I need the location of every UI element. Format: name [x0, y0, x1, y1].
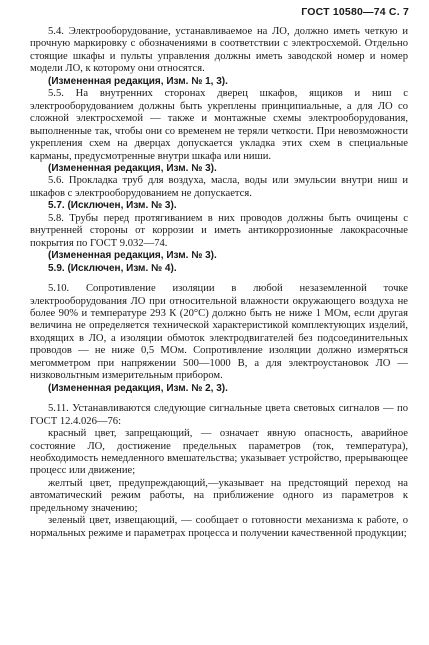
paragraph-gap	[30, 395, 408, 403]
paragraph: 5.11. Устанавливаются следующие сигнальные цвета световых сигналов — по ГОСТ 12.4.026—76:	[30, 403, 408, 427]
paragraph: 5.4. Электрооборудование, устанавливаемое на ЛО, должно иметь четкую и прочную маркировку с обозначениями в соответствии с электросхемой. Отдельно стоящие шкафы и пульты управления должны иметь заводской номер и номер модели ЛО, к которому они относятся.	[30, 26, 408, 75]
amendment-note: 5.7. (Исключен, Изм. № 3).	[48, 200, 177, 212]
paragraph: 5.10. Сопротивление изоляции в любой незаземленной точке электрооборудования ЛО при относительной влажности окружающего воздуха не более 90% и температуре 293 К (20°С) должно быть не ниже 1 МОм, если другая величина не определяется технической характеристикой комплектующих изделий, входящих в ЛО, а изоляции обмоток электродвигателей без подсоединительных проводов — не ниже 0,5 МОм. Сопротивление изоляции должно измеряться мегомметром при напряжении 500—1000 В, а для электроустановок ЛО — низковольтным измерительным прибором.	[30, 283, 408, 382]
page-header: ГОСТ 10580—74 С. 7	[301, 6, 409, 18]
paragraph-gap	[30, 275, 408, 283]
amendment-note: (Измененная редакция, Изм. № 3).	[48, 250, 217, 262]
paragraph: 5.8. Трубы перед протягиванием в них проводов должны быть очищены с внутренней стороны от коррозии и иметь антикоррозионные лакокрасочные покрытия по ГОСТ 9.032—74.	[30, 212, 408, 249]
amendment-note: (Измененная редакция, Изм. № 2, 3).	[48, 382, 228, 394]
amendment-note: (Измененная редакция, Изм. № 1, 3).	[48, 75, 228, 87]
paragraph: зеленый цвет, извещающий, — сообщает о готовности механизма к работе, о нормальных режиме и параметрах процесса и получении качественной продукции;	[30, 515, 408, 539]
amendment-note: 5.9. (Исключен, Изм. № 4).	[48, 262, 177, 274]
paragraph: 5.5. На внутренних сторонах дверец шкафов, ящиков и ниш с электрооборудованием должны быть укреплены принципиальные, а для ЛО со сложной электросхемой — также и монтажные схемы электрооборудования, выполненные так, чтобы они со временем не теряли четкости. При невозможности укрепления схем на дверцах допускается укладка этих схем в специальные карманы, предусмотренные внутри шкафа или ниши.	[30, 88, 408, 162]
paragraph: красный цвет, запрещающий, — означает явную опасность, аварийное состояние ЛО, достижение предельных параметров (ток, температура), необходимость немедленного вмешательства; указывает устройство, прерывающее процесс или движение;	[30, 428, 408, 477]
paragraph: желтый цвет, предупреждающий,—указывает на предстоящий переход на автоматический режим работы, на приближение одного из параметров к предельному значению;	[30, 477, 408, 514]
amendment-note: (Измененная редакция, Изм. № 3).	[48, 162, 217, 174]
paragraph: 5.6. Прокладка труб для воздуха, масла, воды или эмульсии внутри ниш и шкафов с электрооборудованием не допускается.	[30, 175, 408, 199]
document-body	[30, 26, 408, 540]
